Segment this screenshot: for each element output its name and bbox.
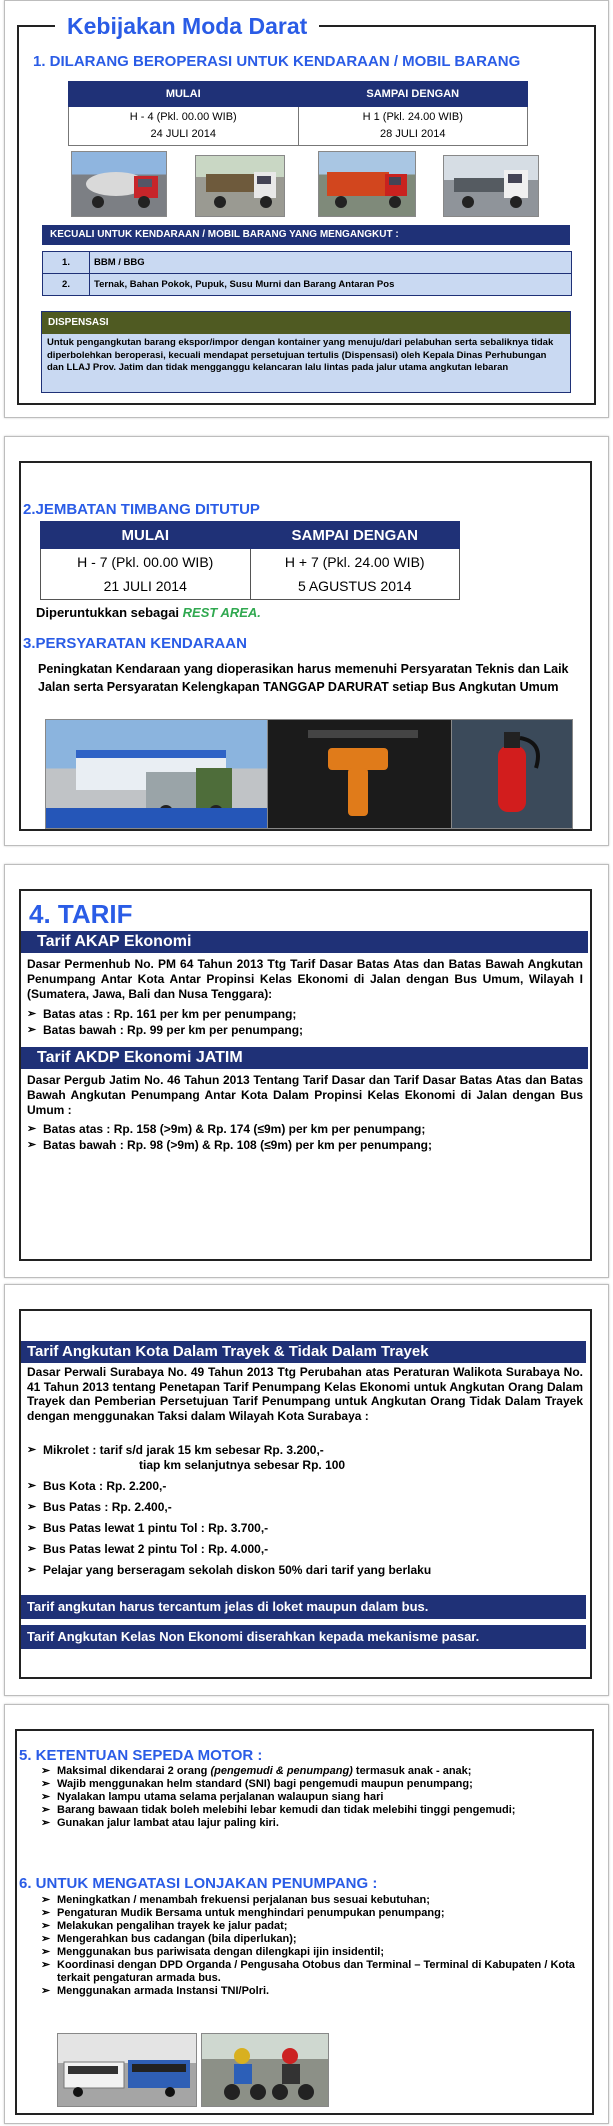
truck-photo-cargo — [318, 151, 416, 217]
end-time: H + 7 (Pkl. 24.00 WIB) — [284, 554, 425, 570]
table-header-start: MULAI — [69, 82, 299, 107]
bullet-item: ➢ Batas atas : Rp. 161 per km per penumpang; — [27, 1006, 583, 1022]
slide-moda-darat — [4, 0, 609, 418]
slide-tarif — [4, 864, 609, 1278]
section-heading-3: 3.PERSYARATAN KENDARAAN — [23, 635, 247, 652]
table-cell — [298, 107, 528, 146]
motor-bullet-post: termasuk anak - anak; — [352, 1765, 472, 1777]
end-date: 5 AGUSTUS 2014 — [297, 578, 412, 594]
exception-num: 2. — [43, 274, 90, 296]
akap-paragraph: Dasar Permenhub No. PM 64 Tahun 2013 Ttg Tarif Dasar Batas Atas dan Batas Bawah Angkutan Penumpang Antar Kota Antar Propinsi Kelas Ekonomi di Jalan dengan Bus Umum, Wilayah I (Sumatera, Jawa, Bali dan Nusa Tenggara): — [27, 957, 583, 1001]
bullet-item: ➢ Bus Patas lewat 2 pintu Tol : Rp. 4.000,- — [27, 1542, 583, 1557]
table-cell — [69, 107, 299, 146]
bullet-item: ➢ Pengaturan Mudik Bersama untuk menghindari penumpukan penumpang; — [41, 1907, 581, 1920]
bullet-item: ➢ Meningkatkan / menambah frekuensi perjalanan bus sesuai kebutuhan; — [41, 1894, 581, 1907]
motorcycle-riders-photo — [201, 2033, 329, 2107]
bullet-item: ➢ Bus Patas lewat 1 pintu Tol : Rp. 3.700,- — [27, 1521, 583, 1536]
bus-terminal-photo — [57, 2033, 197, 2107]
lonjakan-bullets — [41, 1894, 581, 1998]
fire-extinguisher-photo — [451, 719, 573, 829]
tarif-akap-bar: Tarif AKAP Ekonomi — [21, 931, 588, 953]
slide-title: Kebijakan Moda Darat — [55, 13, 319, 40]
akdp-paragraph: Dasar Pergub Jatim No. 46 Tahun 2013 Tentang Tarif Dasar dan Tarif Dasar Batas Atas dan Batas Bawah Angkutan Penumpang Antar Kota Dalam Propinsi Kelas Ekonomi di Jalan dengan Bus Umum : — [27, 1073, 583, 1117]
motor-bullet-italic: (pengemudi & penumpang) — [210, 1765, 353, 1777]
bullet-item: ➢ Barang bawaan tidak boleh melebihi lebar kemudi dan tidak melebihi tinggi pengemudi; — [41, 1804, 581, 1817]
schedule-table — [68, 81, 528, 146]
bullet-item: ➢ Menggunakan armada Instansi TNI/Polri. — [41, 1985, 581, 1998]
akap-bullets — [27, 1006, 583, 1038]
dispensasi-text: Untuk pengangkutan barang ekspor/impor dengan kontainer yang menuju/dari pelabuhan serta sebaliknya tidak diperbolehkan beroperasi, kecuali mendapat persetujuan tertulis (Dispensasi) oleh Kepala Dinas Perhubungan dan LLAJ Prov. Jatim dan tidak mengganggu kelancaran lalu lintas pada jalur utama angkutan lebaran — [47, 337, 554, 373]
mikrolet-continuation: tiap km selanjutnya sebesar Rp. 100 — [139, 1458, 346, 1472]
bullet-item: ➢ Batas bawah : Rp. 98 (>9m) & Rp. 108 (≤9m) per km per penumpang; — [27, 1137, 583, 1153]
persyaratan-text: Peningkatan Kendaraan yang dioperasikan harus memenuhi Persyaratan Teknis dan Laik Jalan serta Persyaratan Kelengkapan TANGGAP DARURAT setiap Bus Angkutan Umum — [38, 662, 569, 694]
schedule-table-2 — [40, 521, 460, 600]
section-heading-5: 5. KETENTUAN SEPEDA MOTOR : — [19, 1747, 263, 1764]
tarif-kota-bullets — [27, 1443, 583, 1578]
bullet-item: ➢ Batas atas : Rp. 158 (>9m) & Rp. 174 (≤9m) per km per penumpang; — [27, 1121, 583, 1137]
bullet-item: ➢ Melakukan pengalihan trayek ke jalur padat; — [41, 1920, 581, 1933]
table-header-start: MULAI — [41, 522, 251, 549]
bullet-item: ➢ Nyalakan lampu utama selama perjalanan walaupun siang hari — [41, 1791, 581, 1804]
perwali-paragraph: Dasar Perwali Surabaya No. 49 Tahun 2013 Ttg Perubahan atas Peraturan Walikota Surabaya No. 41 Tahun 2013 tentang Penetapan Tarif Penumpang Kelas Ekonomi untuk Angkutan Orang Dalam Trayek dan Pemberian Persetujuan Tarif Penumpang untuk Angkutan Orang Tidak Dalam Trayek dengan menggunakan Taksi dalam Wilayah Kota Surabaya : — [27, 1365, 583, 1423]
truck-photo-container — [443, 155, 539, 217]
motor-bullet-pre: Maksimal dikendarai 2 orang — [57, 1765, 211, 1777]
slide-tarif-angkutan-kota — [4, 1284, 609, 1696]
rest-area-label: REST AREA. — [182, 605, 261, 620]
bullet-item: ➢ Koordinasi dengan DPD Organda / Pengusaha Otobus dan Terminal – Terminal di Kabupaten / Kota terkait pengaturan armada bus. — [41, 1959, 581, 1985]
tarif-akdp-bar: Tarif AKDP Ekonomi JATIM — [21, 1047, 588, 1069]
exception-text: Ternak, Bahan Pokok, Pupuk, Susu Murni dan Barang Antaran Pos — [90, 274, 572, 296]
akdp-bullets — [27, 1121, 583, 1153]
start-date: 24 JULI 2014 — [150, 128, 216, 140]
end-time: H 1 (Pkl. 24.00 WIB) — [362, 111, 463, 123]
start-time: H - 7 (Pkl. 00.00 WIB) — [77, 554, 214, 570]
exception-title: KECUALI UNTUK KENDARAAN / MOBIL BARANG YANG MENGANGKUT : — [42, 225, 570, 245]
bullet-item: ➢ Bus Kota : Rp. 2.200,- — [27, 1479, 583, 1494]
section-heading-1: 1. DILARANG BEROPERASI UNTUK KENDARAAN / MOBIL BARANG — [33, 53, 521, 70]
start-date: 21 JULI 2014 — [103, 578, 187, 594]
table-header-end: SAMPAI DENGAN — [298, 82, 528, 107]
tarif-note-bar-2: Tarif Angkutan Kelas Non Ekonomi diserahkan kepada mekanisme pasar. — [21, 1625, 586, 1649]
bullet-item: ➢ Pelajar yang berseragam sekolah diskon 50% dari tarif yang berlaku — [27, 1563, 583, 1578]
start-time: H - 4 (Pkl. 00.00 WIB) — [129, 111, 237, 123]
bullet-item: ➢ Menggunakan bus pariwisata dengan dilengkapi ijin insidentil; — [41, 1946, 581, 1959]
bullet-item: ➢ Batas bawah : Rp. 99 per km per penumpang; — [27, 1022, 583, 1038]
tarif-kota-bar: Tarif Angkutan Kota Dalam Trayek & Tidak Dalam Trayek — [21, 1341, 586, 1363]
end-date: 28 JULI 2014 — [380, 128, 446, 140]
table-cell — [41, 549, 251, 600]
slide-sepeda-motor — [4, 1704, 609, 2124]
jembatan-timbang-photo — [45, 719, 271, 829]
dispensasi-box — [41, 311, 571, 393]
section-heading-6: 6. UNTUK MENGATASI LONJAKAN PENUMPANG : — [19, 1875, 378, 1892]
emergency-hammer-photo — [267, 719, 455, 829]
truck-photo-logs — [195, 155, 285, 217]
exception-text: BBM / BBG — [90, 252, 572, 274]
dispensasi-title: DISPENSASI — [42, 312, 570, 334]
table-header-end: SAMPAI DENGAN — [250, 522, 460, 549]
bullet-item: ➢ Mengerahkan bus cadangan (bila diperlukan); — [41, 1933, 581, 1946]
bullet-item: ➢ Bus Patas : Rp. 2.400,- — [27, 1500, 583, 1515]
slide-jembatan-timbang — [4, 436, 609, 846]
rest-area-prefix: Diperuntukkan sebagai — [36, 605, 183, 620]
motor-bullets — [41, 1765, 581, 1830]
slide-title-tarif: 4. TARIF — [29, 899, 133, 929]
rest-area-line — [36, 605, 261, 620]
truck-photo-tanker — [71, 151, 167, 217]
tarif-note-bar-1: Tarif angkutan harus tercantum jelas di loket maupun dalam bus. — [21, 1595, 586, 1619]
exception-num: 1. — [43, 252, 90, 274]
exception-table — [42, 251, 572, 296]
bullet-item: ➢ Wajib menggunakan helm standard (SNI) bagi pengemudi maupun penumpang; — [41, 1778, 581, 1791]
bullet-item — [41, 1765, 581, 1778]
table-cell — [250, 549, 460, 600]
bullet-item: ➢ Gunakan jalur lambat atau lajur paling kiri. — [41, 1817, 581, 1830]
section-heading-2: 2.JEMBATAN TIMBANG DITUTUP — [23, 501, 260, 518]
bullet-item: ➢ Mikrolet : tarif s/d jarak 15 km sebesar Rp. 3.200,- — [27, 1443, 583, 1458]
